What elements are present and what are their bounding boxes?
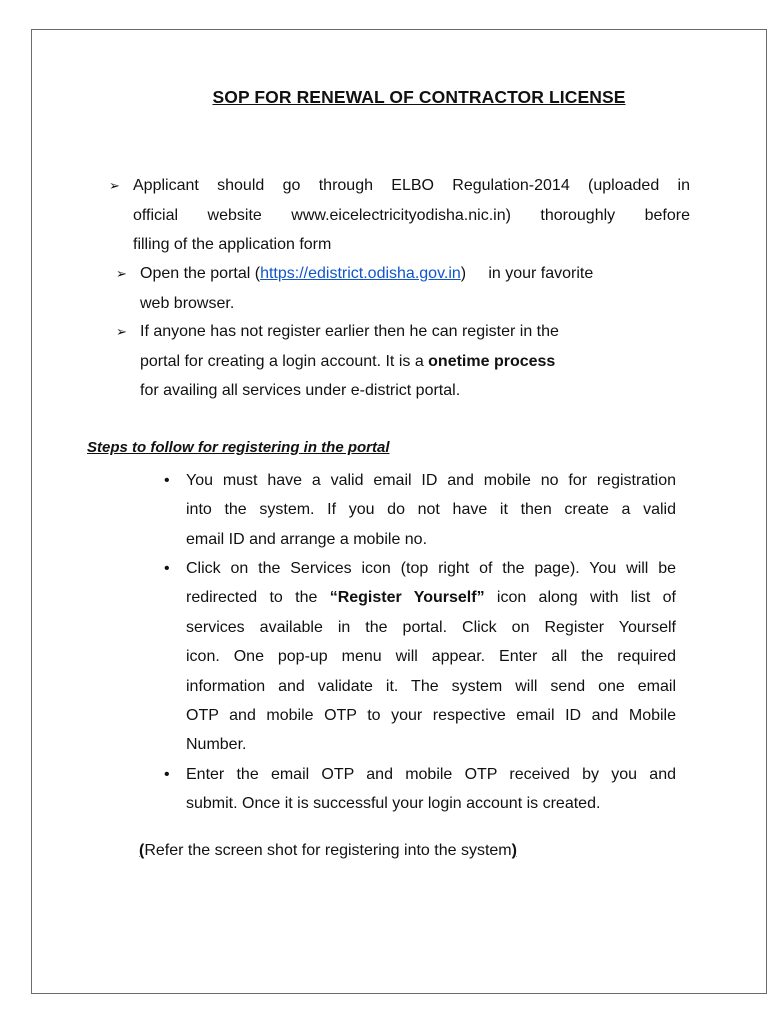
refer-open-paren: ( (139, 842, 145, 859)
step-item-2-line-7: Number. (186, 736, 247, 754)
bullet-dot-icon: • (164, 472, 170, 489)
bullet-dot-icon: • (164, 766, 170, 783)
step-item-2 (164, 554, 677, 760)
text-fragment: icon along with list of (484, 589, 677, 607)
portal-link[interactable]: https://edistrict.odisha.gov.in (260, 265, 461, 282)
text-fragment: ) in your favorite (460, 265, 594, 282)
step-item-1 (164, 466, 676, 554)
intro-item-2 (116, 259, 680, 318)
refer-note (139, 842, 517, 860)
bold-emphasis: onetime process (428, 352, 556, 370)
step-item-1-line-3: email ID and arrange a mobile no. (186, 530, 428, 548)
intro-item-3-line-2 (140, 347, 680, 377)
steps-heading: Steps to follow for registering in the portal (87, 439, 390, 456)
intro-item-1-line-3: filling of the application form (133, 236, 332, 253)
step-item-2-line-5: information and validate it. The system will send one email (186, 677, 676, 695)
text-fragment: Open the portal ( (140, 265, 261, 282)
step-item-2-line-1: Click on the Services icon (top right of the page). You will be (186, 560, 676, 577)
step-item-2-line-4: icon. One pop-up menu will appear. Enter all the required (186, 648, 676, 666)
step-item-2-line-2 (186, 583, 676, 612)
text-fragment: portal for creating a login account. It is a (140, 352, 429, 370)
bullet-dot-icon: • (164, 560, 170, 577)
intro-item-3-line-3: for availing all services under e-district portal. (140, 382, 461, 399)
intro-item-1 (109, 171, 690, 260)
text-fragment: redirected to the (186, 589, 330, 607)
intro-item-1-line-1: Applicant should go through ELBO Regulation-2014 (uploaded in (133, 177, 690, 194)
step-item-3-line-1: Enter the email OTP and mobile OTP received by you and (186, 766, 676, 783)
refer-close-paren: ) (511, 842, 517, 859)
step-item-1-line-2: into the system. If you do not have it then create a valid (186, 501, 676, 519)
intro-item-3 (116, 317, 680, 406)
refer-text: Refer the screen shot for registering into the system (144, 842, 512, 859)
step-item-3-line-2: submit. Once it is successful your login account is created. (186, 795, 601, 813)
intro-item-2-line-1 (140, 259, 680, 289)
arrow-bullet-icon: ➢ (116, 324, 127, 339)
arrow-bullet-icon: ➢ (109, 178, 120, 193)
intro-item-3-line-1: If anyone has not register earlier then he can register in the (140, 323, 559, 340)
intro-item-1-line-2: official website www.eicelectricityodisha.nic.in) thoroughly before (133, 206, 690, 224)
step-item-1-line-1: You must have a valid email ID and mobile no for registration (186, 472, 676, 489)
bold-emphasis: “Register Yourself” (329, 589, 485, 607)
title-text: SOP FOR RENEWAL OF CONTRACTOR LICENSE (212, 87, 626, 107)
document-title (0, 87, 770, 108)
intro-item-2-line-2: web browser. (140, 294, 235, 312)
step-item-3 (164, 760, 676, 819)
step-item-2-line-6: OTP and mobile OTP to your respective email ID and Mobile (186, 707, 676, 725)
arrow-bullet-icon: ➢ (116, 266, 127, 281)
step-item-2-line-3: services available in the portal. Click on Register Yourself (186, 618, 676, 636)
